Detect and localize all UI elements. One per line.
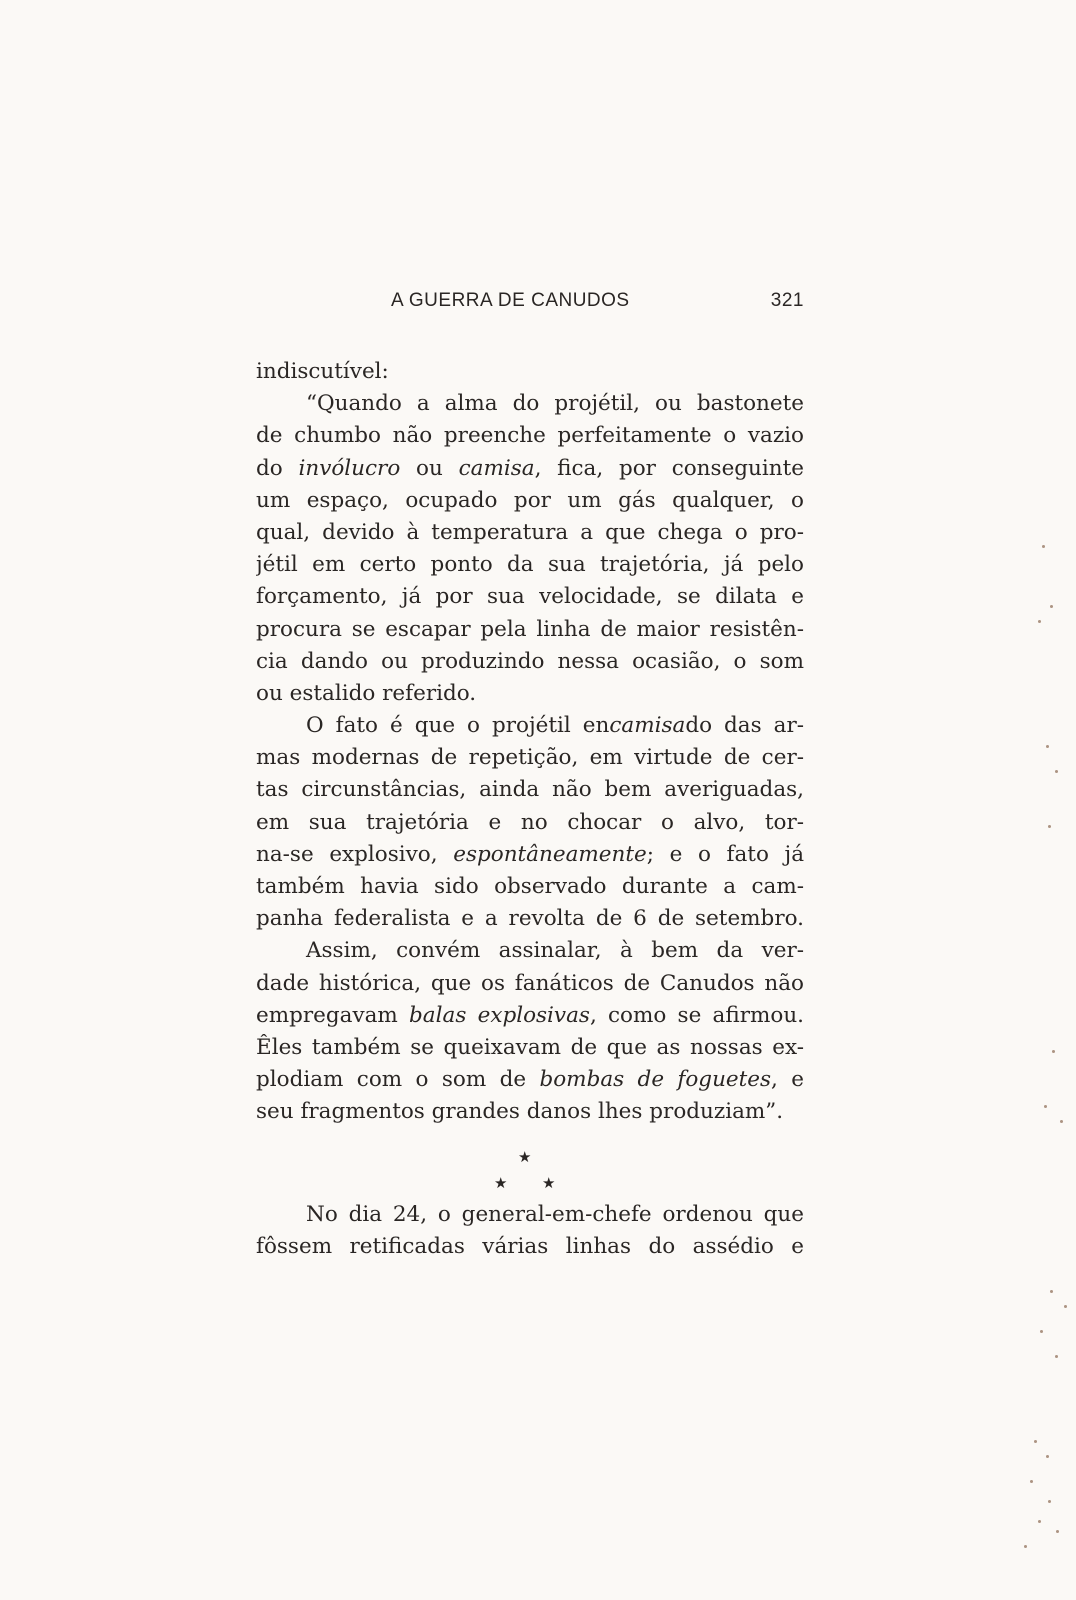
section-break-asterism <box>256 1135 804 1197</box>
running-head-title: A GUERRA DE CANUDOS <box>391 290 630 311</box>
asterism-star-icon: ★ <box>494 1173 508 1192</box>
text-line: na-se explosivo, espontâneamente; e o fato já <box>256 841 804 867</box>
text-line: tas circunstâncias, ainda não bem averiguadas, <box>256 777 804 803</box>
asterism-star-icon: ★ <box>542 1173 556 1192</box>
text-line: jétil em certo ponto da sua trajetória, já pelo <box>256 552 804 578</box>
text-line: cia dando ou produzindo nessa ocasião, o som <box>256 648 804 674</box>
text-line: em sua trajetória e no chocar o alvo, tor- <box>256 809 804 835</box>
text-line: também havia sido observado durante a cam- <box>256 874 804 899</box>
text-line: No dia 24, o general-em-chefe ordenou que <box>306 1201 804 1227</box>
text-line: mas modernas de repetição, em virtude de cer- <box>256 745 804 771</box>
asterism-star-icon: ★ <box>518 1147 532 1166</box>
text-line: “Quando a alma do projétil, ou bastonete <box>306 391 804 417</box>
text-line: Êles também se queixavam de que as nossas ex- <box>256 1034 804 1060</box>
running-head <box>256 290 804 322</box>
text-line: empregavam balas explosivas, como se afirmou. <box>256 1002 804 1028</box>
text-line: forçamento, já por sua velocidade, se dilata e <box>256 584 804 610</box>
text-line: indiscutível: <box>256 359 389 384</box>
text-line: procura se escapar pela linha de maior resistên- <box>256 616 804 642</box>
text-line: ou estalido referido. <box>256 680 477 706</box>
text-line: plodiam com o som de bombas de foguetes, e <box>256 1067 804 1093</box>
body-text <box>256 356 804 1263</box>
text-line: do invólucro ou camisa, fica, por conseguinte <box>256 455 804 481</box>
text-line: panha federalista e a revolta de 6 de setembro. <box>256 906 804 932</box>
text-line: Assim, convém assinalar, à bem da ver- <box>306 938 804 964</box>
text-line: seu fragmentos grandes danos lhes produziam”. <box>256 1099 784 1125</box>
text-line: dade histórica, que os fanáticos de Canudos não <box>256 970 804 996</box>
text-line: O fato é que o projétil encamisado das ar- <box>306 713 804 739</box>
page-number: 321 <box>770 290 804 311</box>
text-line: de chumbo não preenche perfeitamente o vazio <box>256 423 804 449</box>
text-line: um espaço, ocupado por um gás qualquer, o <box>256 487 804 513</box>
text-line: fôssem retificadas várias linhas do assédio e <box>256 1233 804 1259</box>
text-line: qual, devido à temperatura a que chega o pro- <box>256 519 804 545</box>
